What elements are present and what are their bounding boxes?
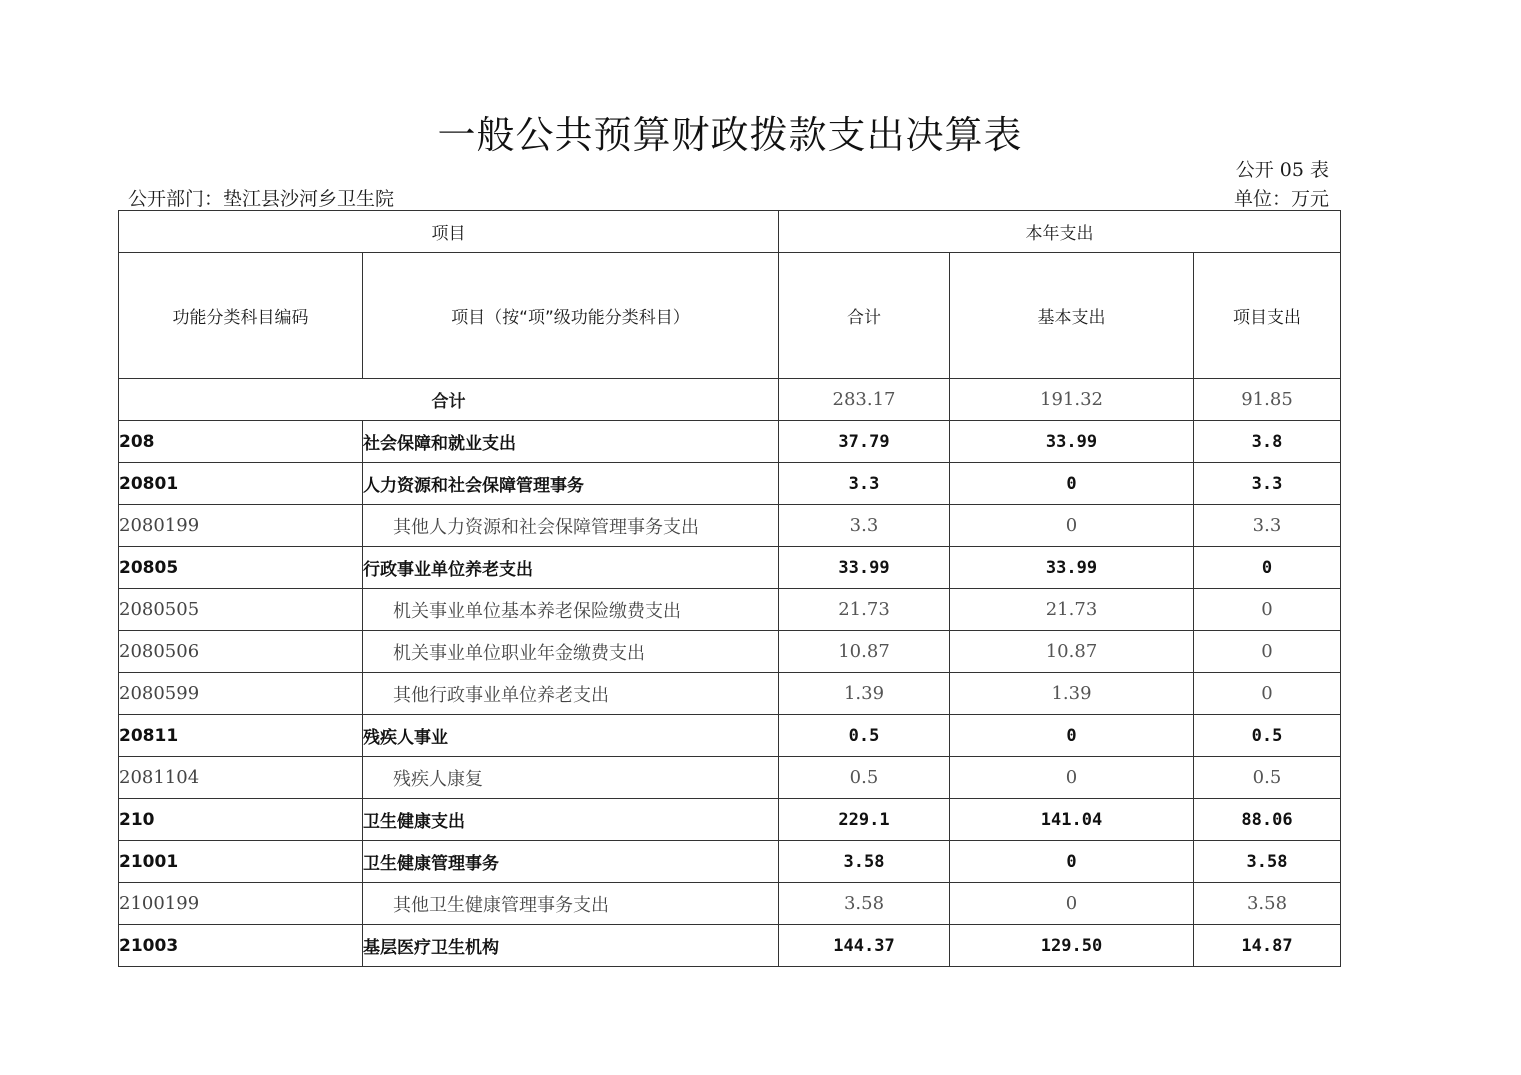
department-label: 公开部门：垫江县沙河乡卫生院 <box>128 188 395 210</box>
row-name: 机关事业单位基本养老保险缴费支出 <box>363 589 779 631</box>
row-basic: 0 <box>950 757 1194 799</box>
row-code: 2100199 <box>119 883 363 925</box>
row-name: 其他行政事业单位养老支出 <box>363 673 779 715</box>
row-total: 3.58 <box>779 841 950 883</box>
row-project: 3.58 <box>1194 841 1341 883</box>
row-name: 基层医疗卫生机构 <box>363 925 779 967</box>
row-name: 残疾人康复 <box>363 757 779 799</box>
row-basic: 0 <box>950 505 1194 547</box>
budget-table <box>118 210 1341 967</box>
row-name: 行政事业单位养老支出 <box>363 547 779 589</box>
row-basic: 141.04 <box>950 799 1194 841</box>
header-expenditure-group: 本年支出 <box>779 211 1341 253</box>
header-total: 合计 <box>779 253 950 379</box>
table-row <box>119 505 1341 547</box>
row-total: 3.58 <box>779 883 950 925</box>
row-total: 0.5 <box>779 757 950 799</box>
row-code: 208 <box>119 421 363 463</box>
total-basic: 191.32 <box>950 379 1194 421</box>
row-basic: 33.99 <box>950 421 1194 463</box>
form-number: 公开 05 表 <box>1235 159 1329 181</box>
row-total: 33.99 <box>779 547 950 589</box>
table-row <box>119 799 1341 841</box>
table-row <box>119 925 1341 967</box>
row-code: 20801 <box>119 463 363 505</box>
row-name: 其他人力资源和社会保障管理事务支出 <box>363 505 779 547</box>
table-row <box>119 715 1341 757</box>
header-group-row <box>119 211 1341 253</box>
row-code: 20811 <box>119 715 363 757</box>
total-sum: 283.17 <box>779 379 950 421</box>
row-name: 社会保障和就业支出 <box>363 421 779 463</box>
row-project: 0.5 <box>1194 715 1341 757</box>
row-code: 20805 <box>119 547 363 589</box>
table-row <box>119 421 1341 463</box>
row-total: 1.39 <box>779 673 950 715</box>
row-basic: 10.87 <box>950 631 1194 673</box>
total-label: 合计 <box>119 379 779 421</box>
row-project: 0 <box>1194 547 1341 589</box>
table-row <box>119 883 1341 925</box>
row-basic: 0 <box>950 841 1194 883</box>
header-basic: 基本支出 <box>950 253 1194 379</box>
row-project: 0 <box>1194 589 1341 631</box>
row-total: 3.3 <box>779 463 950 505</box>
row-total: 0.5 <box>779 715 950 757</box>
row-basic: 33.99 <box>950 547 1194 589</box>
row-total: 37.79 <box>779 421 950 463</box>
row-code: 2080506 <box>119 631 363 673</box>
row-name: 其他卫生健康管理事务支出 <box>363 883 779 925</box>
row-project: 0 <box>1194 673 1341 715</box>
total-project: 91.85 <box>1194 379 1341 421</box>
row-total: 144.37 <box>779 925 950 967</box>
table-row <box>119 547 1341 589</box>
table-body <box>119 379 1341 967</box>
total-row <box>119 379 1341 421</box>
row-code: 2080505 <box>119 589 363 631</box>
header-project: 项目支出 <box>1194 253 1341 379</box>
row-total: 21.73 <box>779 589 950 631</box>
row-code: 2080199 <box>119 505 363 547</box>
row-code: 21001 <box>119 841 363 883</box>
header-project-group: 项目 <box>119 211 779 253</box>
row-project: 88.06 <box>1194 799 1341 841</box>
row-total: 229.1 <box>779 799 950 841</box>
row-project: 14.87 <box>1194 925 1341 967</box>
row-name: 卫生健康支出 <box>363 799 779 841</box>
row-basic: 0 <box>950 883 1194 925</box>
header-columns-row <box>119 253 1341 379</box>
row-basic: 129.50 <box>950 925 1194 967</box>
table-row <box>119 589 1341 631</box>
row-name: 人力资源和社会保障管理事务 <box>363 463 779 505</box>
row-code: 21003 <box>119 925 363 967</box>
row-project: 3.3 <box>1194 463 1341 505</box>
row-total: 3.3 <box>779 505 950 547</box>
row-project: 0 <box>1194 631 1341 673</box>
row-code: 2081104 <box>119 757 363 799</box>
table-row <box>119 757 1341 799</box>
row-total: 10.87 <box>779 631 950 673</box>
row-project: 3.58 <box>1194 883 1341 925</box>
table-row <box>119 673 1341 715</box>
row-name: 卫生健康管理事务 <box>363 841 779 883</box>
row-project: 3.3 <box>1194 505 1341 547</box>
table-row <box>119 463 1341 505</box>
row-basic: 1.39 <box>950 673 1194 715</box>
table-row <box>119 841 1341 883</box>
row-name: 机关事业单位职业年金缴费支出 <box>363 631 779 673</box>
header-code: 功能分类科目编码 <box>119 253 363 379</box>
row-name: 残疾人事业 <box>363 715 779 757</box>
page-title: 一般公共预算财政拨款支出决算表 <box>437 113 1023 157</box>
table-row <box>119 631 1341 673</box>
header-name: 项目（按“项”级功能分类科目） <box>363 253 779 379</box>
unit-label: 单位：万元 <box>1233 188 1329 210</box>
row-basic: 0 <box>950 715 1194 757</box>
row-project: 3.8 <box>1194 421 1341 463</box>
row-basic: 0 <box>950 463 1194 505</box>
row-code: 2080599 <box>119 673 363 715</box>
row-project: 0.5 <box>1194 757 1341 799</box>
row-basic: 21.73 <box>950 589 1194 631</box>
row-code: 210 <box>119 799 363 841</box>
